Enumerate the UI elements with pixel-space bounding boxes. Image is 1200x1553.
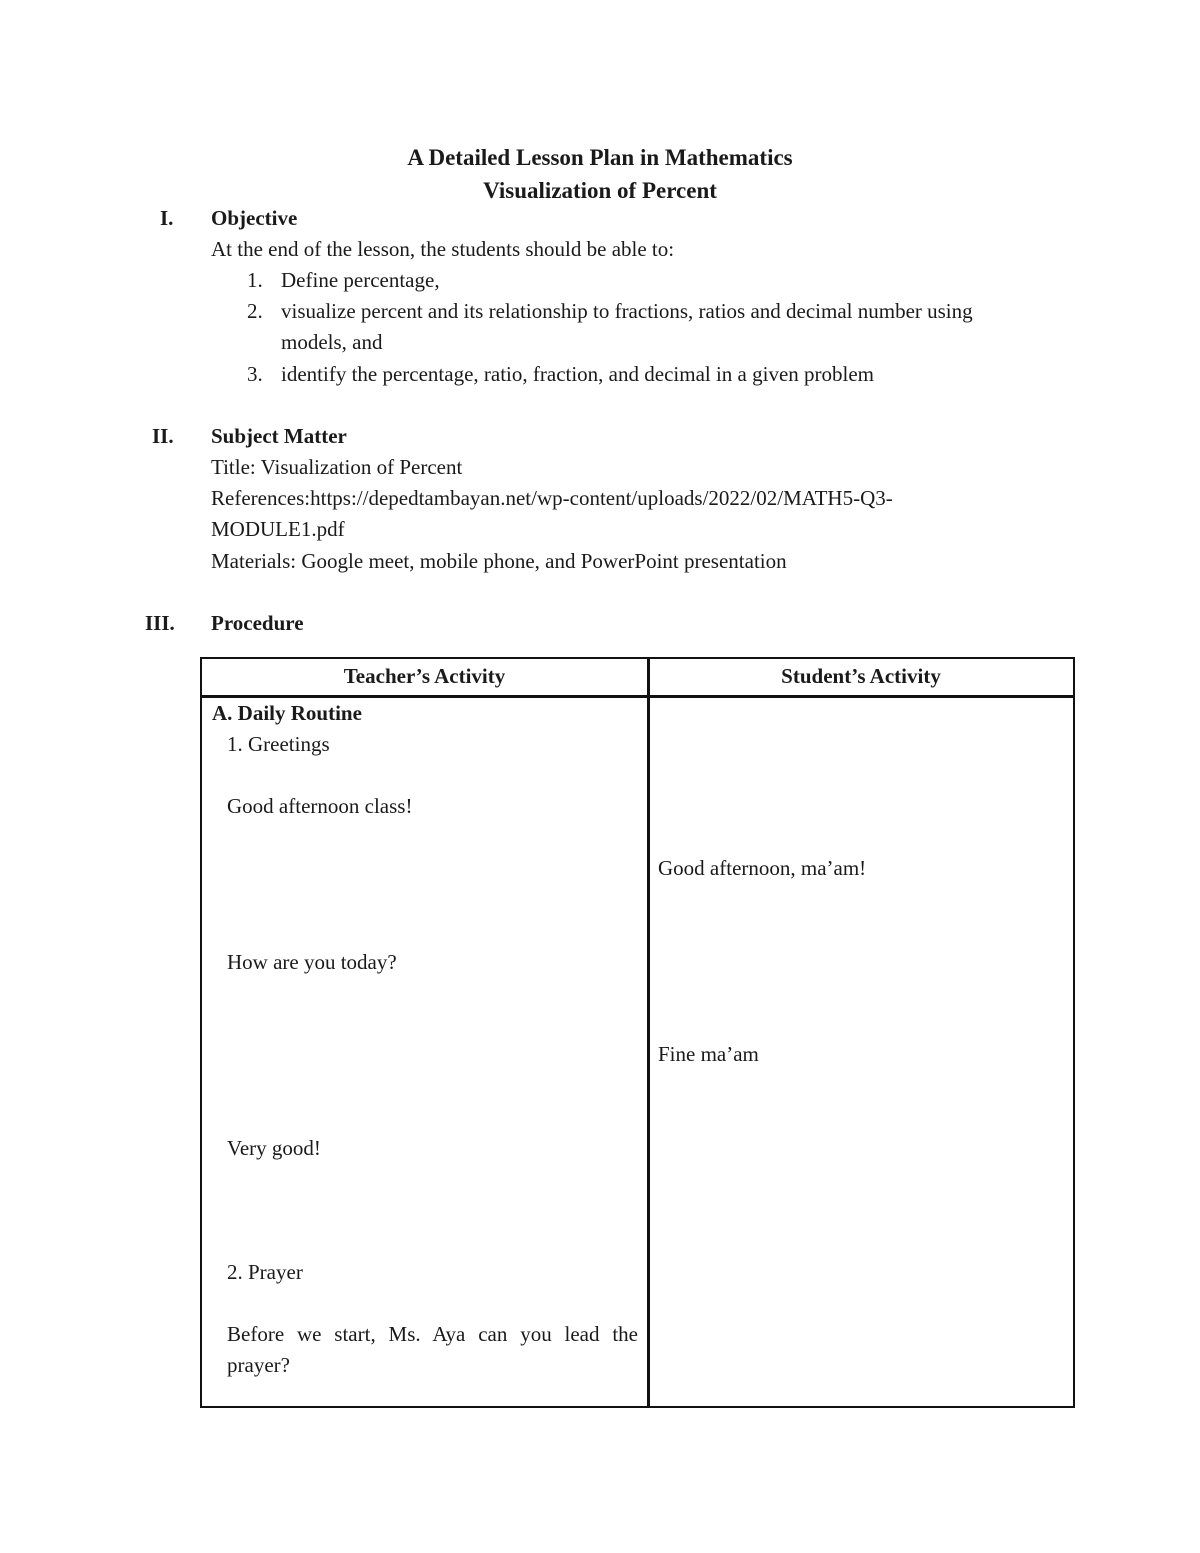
daily-routine-heading: A. Daily Routine xyxy=(212,701,362,725)
table-column-divider xyxy=(647,659,650,1406)
teacher-line-how-are-you: How are you today? xyxy=(227,950,397,974)
objective-item-text: identify the percentage, ratio, fraction, and decimal in a given problem xyxy=(281,362,875,386)
objective-item-text: visualize percent and its relationship to fractions, ratios and decimal number using xyxy=(281,299,973,323)
table-header-student: Student’s Activity xyxy=(781,664,941,688)
student-line-fine: Fine ma’am xyxy=(658,1042,759,1066)
teacher-line-very-good: Very good! xyxy=(227,1136,321,1160)
student-line-greeting: Good afternoon, ma’am! xyxy=(658,856,867,880)
objective-item-text-continued: models, and xyxy=(281,330,383,354)
objective-item-text: Define percentage, xyxy=(281,268,440,292)
section-heading-objective: Objective xyxy=(211,206,298,230)
subject-references-line: References:https://depedtambayan.net/wp-content/uploads/2022/02/MATH5-Q3- xyxy=(211,486,893,510)
greetings-subheading: 1. Greetings xyxy=(227,732,330,756)
section-numeral-objective: I. xyxy=(160,206,174,230)
document-subtitle: Visualization of Percent xyxy=(483,178,717,203)
objective-item-number: 1. xyxy=(247,268,263,292)
section-numeral-subject-matter: II. xyxy=(152,424,174,448)
section-numeral-procedure: III. xyxy=(145,611,175,635)
teacher-line-lead-prayer: Before we start, Ms. Aya can you lead the xyxy=(227,1322,638,1346)
table-header-teacher: Teacher’s Activity xyxy=(343,664,506,688)
section-heading-procedure: Procedure xyxy=(211,611,304,635)
teacher-line-lead-prayer-continued: prayer? xyxy=(227,1353,290,1377)
subject-title-line: Title: Visualization of Percent xyxy=(211,455,463,479)
objective-intro: At the end of the lesson, the students should be able to: xyxy=(211,237,675,261)
prayer-subheading: 2. Prayer xyxy=(227,1260,303,1284)
document-title: A Detailed Lesson Plan in Mathematics xyxy=(407,145,793,170)
section-heading-subject-matter: Subject Matter xyxy=(211,424,347,448)
subject-materials-line: Materials: Google meet, mobile phone, and PowerPoint presentation xyxy=(211,549,787,573)
subject-references-line-continued: MODULE1.pdf xyxy=(211,517,345,541)
objective-item-number: 2. xyxy=(247,299,263,323)
teacher-line-greeting: Good afternoon class! xyxy=(227,794,413,818)
procedure-table xyxy=(200,657,1075,1408)
objective-item-number: 3. xyxy=(247,362,263,386)
